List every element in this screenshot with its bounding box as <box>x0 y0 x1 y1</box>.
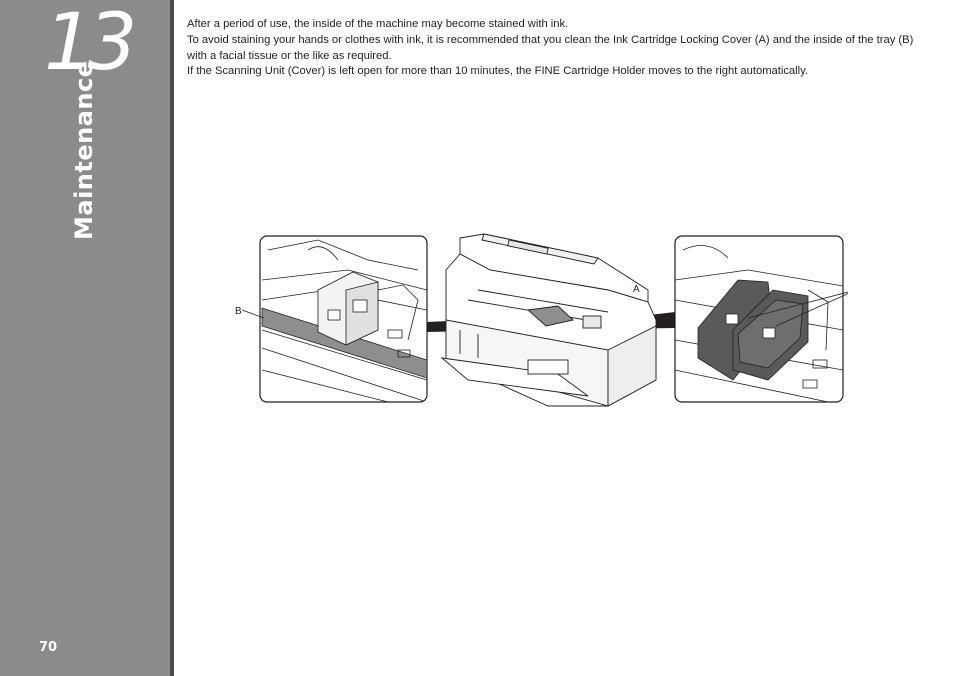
callout-label-a: A <box>633 284 640 295</box>
tray-closeup-inset <box>242 236 427 402</box>
callout-label-b: B <box>235 306 242 317</box>
paragraph: After a period of use, the inside of the machine may become stained with ink. <box>187 18 569 30</box>
paragraph: To avoid staining your hands or clothes with ink, it is recommended that you clean the Ink Cartridge Locking Cover (A) and the inside of the tray (B) with a facial tissue or the like as required. <box>187 33 914 62</box>
page-number: 70 <box>39 640 58 655</box>
chapter-sidebar <box>0 0 170 676</box>
instruction-text <box>187 17 917 80</box>
chapter-title: Maintenance <box>70 60 98 240</box>
paragraph: If the Scanning Unit (Cover) is left open for more than 10 minutes, the FINE Cartridge Holder moves to the right automatically. <box>187 65 808 78</box>
chapter-number: 13 <box>44 0 132 88</box>
sidebar-divider <box>170 0 174 676</box>
printer-illustration <box>228 230 848 410</box>
cartridge-closeup-inset <box>675 236 848 402</box>
printer-open-view <box>442 234 656 406</box>
printer-cleaning-diagram <box>228 230 848 410</box>
